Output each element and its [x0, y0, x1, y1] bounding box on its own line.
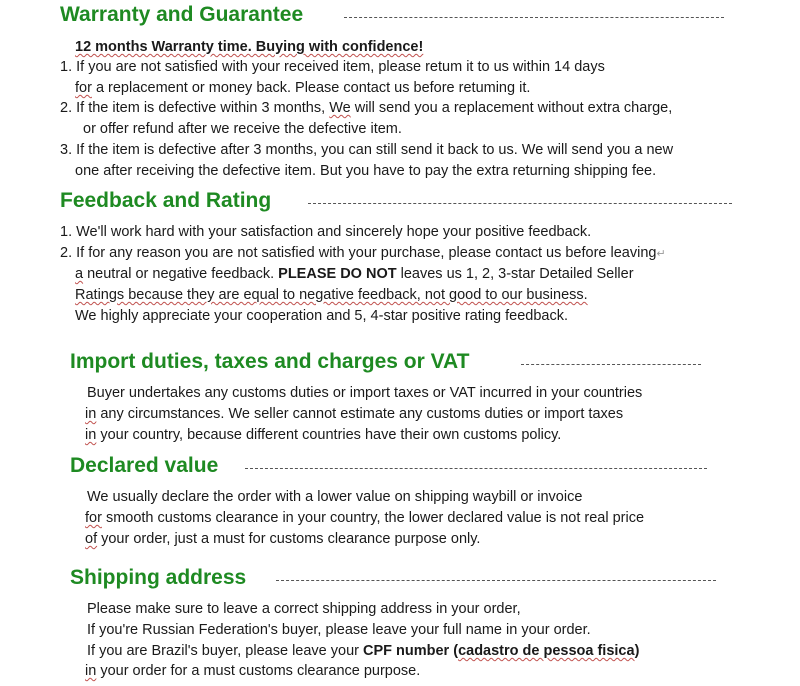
- feedback-divider: [308, 203, 732, 204]
- import-line-1: Buyer undertakes any customs duties or import taxes or VAT incurred in your countries: [87, 385, 643, 401]
- shipping-heading: Shipping address: [70, 566, 247, 589]
- text-span: smooth customs clearance in your country, the lower declared value is not real price: [101, 510, 645, 526]
- text-span: your order, just a must for customs clearance purpose only.: [97, 531, 481, 547]
- bold-span: ): [634, 643, 640, 659]
- shipping-line-4: [85, 662, 420, 680]
- shipping-line-3: [87, 642, 639, 660]
- bold-text: [363, 643, 639, 659]
- squiggle-word: of: [85, 531, 98, 547]
- text-span: a replacement or money back. Please contact us before retuming it.: [91, 80, 531, 96]
- warranty-intro-text: 12 months Warranty time. Buying with confidence!: [75, 39, 424, 55]
- warranty-intro: [75, 38, 423, 56]
- warranty-item-2-cont: or offer refund after we receive the defective item.: [83, 121, 402, 137]
- text-span: your country, because different countries have their own customs policy.: [96, 427, 562, 443]
- text-span: will send you a replacement without extra charge,: [350, 100, 673, 116]
- declared-heading: Declared value: [70, 454, 219, 477]
- squiggle-word: in: [85, 427, 97, 443]
- squiggle-word: for: [75, 80, 92, 96]
- warranty-item-3-cont: one after receiving the defective item. But you have to pay the extra returning shipping fee.: [75, 163, 657, 179]
- text-span: your order for a must customs clearance purpose.: [96, 663, 421, 679]
- import-heading: Import duties, taxes and charges or VAT: [70, 350, 470, 373]
- shipping-line-2: If you're Russian Federation's buyer, please leave your full name in your order.: [87, 622, 591, 638]
- squiggle-word: a: [75, 266, 84, 282]
- feedback-item-2-cont3: We highly appreciate your cooperation and 5, 4-star positive rating feedback.: [75, 308, 569, 324]
- squiggle-word: cadastro de pessoa fisica: [458, 643, 635, 659]
- declared-line-3: [85, 530, 480, 548]
- bold-text: PLEASE DO NOT: [278, 266, 397, 282]
- import-line-2: [85, 405, 623, 423]
- shipping-line-1: Please make sure to leave a correct shipping address in your order,: [87, 601, 521, 617]
- text-span: leaves us 1, 2, 3-star Detailed Seller: [396, 266, 634, 282]
- feedback-item-1: 1. We'll work hard with your satisfaction and sincerely hope your positive feedback.: [60, 224, 592, 240]
- squiggle-word: We: [329, 100, 351, 116]
- text-span: 2. If the item is defective within 3 months,: [60, 100, 330, 116]
- text-span: any circumstances. We seller cannot estimate any customs duties or import taxes: [96, 406, 624, 422]
- import-divider: [521, 364, 701, 365]
- feedback-item-2: [60, 244, 666, 263]
- warranty-divider: [344, 17, 724, 18]
- declared-divider: [245, 468, 707, 469]
- feedback-item-2-cont: [75, 265, 634, 283]
- warranty-item-1-cont: [75, 79, 530, 97]
- warranty-heading: Warranty and Guarantee: [60, 3, 304, 26]
- squiggle-word: in: [85, 406, 97, 422]
- text-span: 2. If for any reason you are not satisfied with your purchase, please contact us before leaving: [60, 245, 657, 261]
- feedback-heading: Feedback and Rating: [60, 189, 272, 212]
- text-span: If you are Brazil's buyer, please leave your: [87, 643, 363, 659]
- squiggle-line: Ratings because they are equal to negative feedback, not good to our business.: [75, 287, 588, 303]
- squiggle-word: in: [85, 663, 97, 679]
- shipping-divider: [276, 580, 716, 581]
- paragraph-mark: ↵: [656, 248, 666, 260]
- warranty-item-1: 1. If you are not satisfied with your received item, please retum it to us within 14 days: [60, 59, 605, 75]
- bold-span: CPF number (: [363, 643, 459, 659]
- declared-line-1: We usually declare the order with a lower value on shipping waybill or invoice: [87, 489, 583, 505]
- declared-line-2: [85, 509, 644, 527]
- warranty-item-2: [60, 99, 672, 117]
- feedback-item-2-cont2: [75, 286, 588, 304]
- import-line-3: [85, 426, 561, 444]
- squiggle-word: for: [85, 510, 102, 526]
- text-span: neutral or negative feedback.: [83, 266, 279, 282]
- warranty-item-3: 3. If the item is defective after 3 months, you can still send it back to us. We will send you a new: [60, 142, 674, 158]
